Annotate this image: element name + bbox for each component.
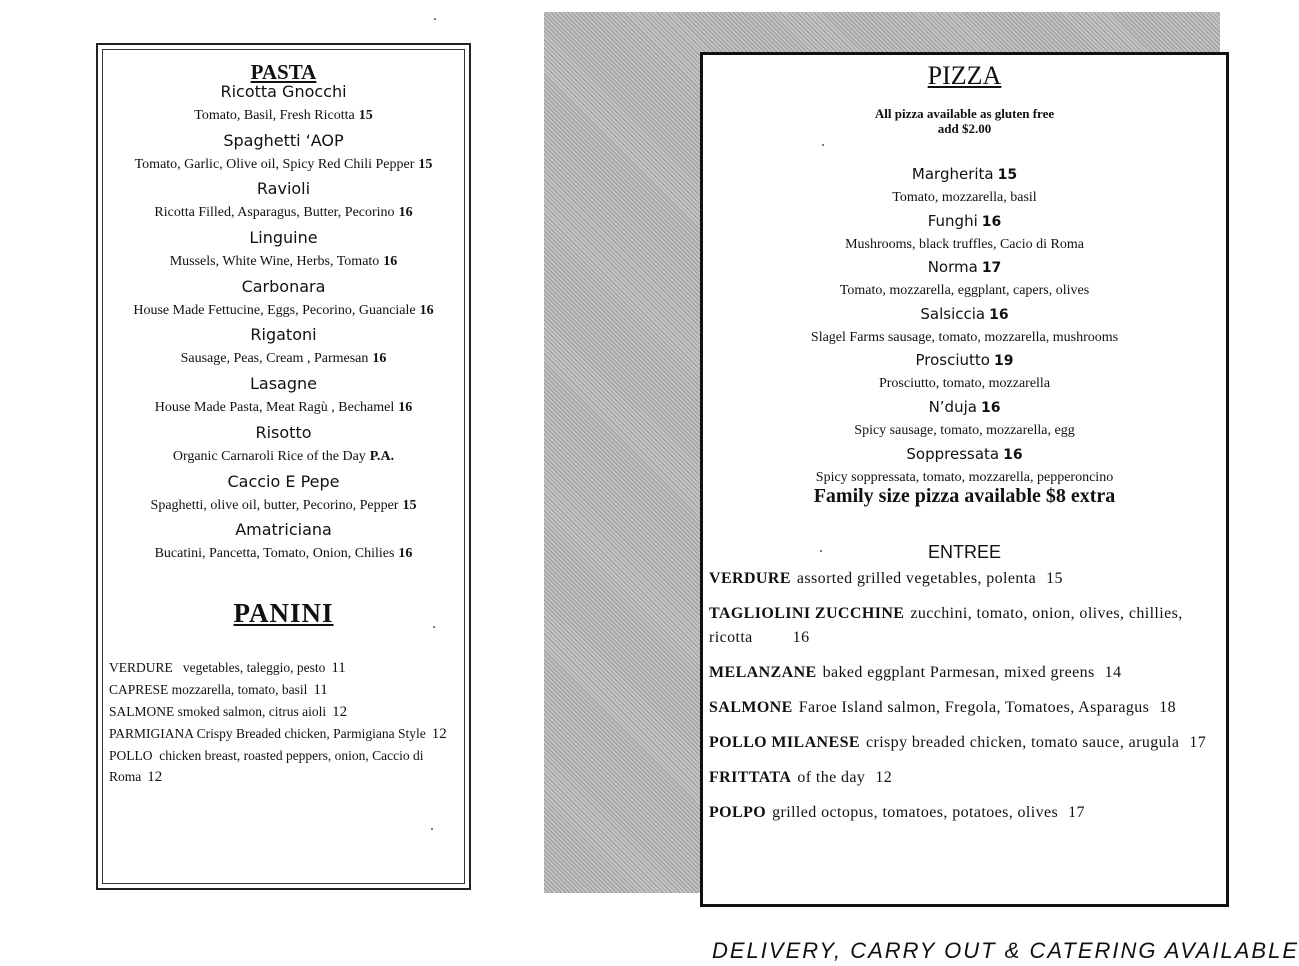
entree-list	[709, 567, 1216, 836]
pasta-item-description: Ricotta Filled, Asparagus, Butter, Pecorino	[154, 205, 395, 221]
entree-item-name: MELANZANE	[709, 664, 817, 681]
scan-speck	[434, 18, 436, 20]
entree-item-desc: baked eggplant Parmesan, mixed greens	[822, 664, 1095, 681]
pizza-item-desc: Slagel Farms sausage, tomato, mozzarella, mushrooms	[810, 329, 1119, 345]
panini-item-price: 11	[313, 682, 328, 698]
pasta-item-name: Caccio E Pepe	[227, 471, 340, 491]
pasta-item	[103, 275, 464, 324]
pasta-item-desc	[103, 396, 464, 420]
entree-item	[709, 602, 1216, 650]
pasta-item-name: Carbonara	[241, 276, 326, 296]
pasta-item-price: P.A.	[369, 448, 395, 464]
gluten-free-note-line-1: All pizza available as gluten free	[874, 106, 1055, 121]
scan-speck	[433, 626, 435, 628]
pizza-item-name: N’duja	[928, 397, 977, 416]
pasta-item-price: 16	[398, 400, 413, 416]
pasta-item-name: Linguine	[249, 228, 318, 248]
pasta-item-name: Lasagne	[250, 374, 317, 394]
scan-speck	[820, 550, 822, 552]
panini-item-name: POLLO	[109, 748, 153, 763]
pasta-item	[103, 226, 464, 275]
pasta-item	[103, 129, 464, 178]
pasta-item-description: Organic Carnaroli Rice of the Day	[172, 448, 366, 464]
pizza-item-title	[703, 302, 1226, 327]
pizza-item-title	[703, 209, 1226, 234]
pizza-item	[703, 255, 1226, 302]
entree-item-name: VERDURE	[709, 570, 791, 587]
pizza-item-price: 16	[989, 306, 1009, 323]
pizza-item-title	[703, 395, 1226, 420]
pizza-item	[703, 302, 1226, 349]
pasta-item-desc	[103, 542, 464, 566]
pizza-item-name: Norma	[927, 258, 978, 277]
panini-item	[109, 745, 456, 788]
panini-item-desc: chicken breast, roasted peppers, onion, Caccio di Roma	[109, 748, 424, 784]
pasta-item-description: House Made Pasta, Meat Ragù , Bechamel	[154, 400, 395, 416]
entree-item-name: SALMONE	[709, 699, 793, 716]
pizza-item-price: 16	[981, 213, 1002, 230]
entree-item	[709, 731, 1216, 755]
entree-item-price: 14	[1104, 664, 1122, 681]
pasta-item-name: Rigatoni	[250, 325, 317, 345]
pizza-item	[703, 209, 1226, 256]
right-menu-panel	[700, 52, 1229, 907]
delivery-footer: DELIVERY, CARRY OUT & CATERING AVAILABLE	[712, 938, 1299, 963]
scan-speck	[822, 144, 824, 146]
pizza-item-desc: Prosciutto, tomato, mozzarella	[878, 376, 1051, 392]
family-size-note: Family size pizza available $8 extra	[813, 485, 1116, 507]
panini-item-desc: smoked salmon, citrus aioli	[177, 704, 327, 719]
panini-item-price: 12	[147, 769, 163, 785]
entree-item-name: FRITTATA	[709, 769, 792, 786]
panini-item-name: PARMIGIANA	[109, 726, 194, 741]
entree-item-desc: assorted grilled vegetables, polenta	[796, 570, 1037, 587]
entree-item-desc: grilled octopus, tomatoes, potatoes, olives	[772, 804, 1059, 821]
pasta-item-desc	[103, 104, 464, 128]
pasta-item-description: Bucatini, Pancetta, Tomato, Onion, Chilies	[154, 546, 395, 562]
pasta-item-price: 15	[418, 156, 433, 172]
pizza-item	[703, 442, 1226, 489]
pasta-item-desc	[103, 299, 464, 323]
left-panel-inner-border	[102, 49, 465, 884]
gluten-free-note-line-2: add $2.00	[937, 121, 992, 136]
entree-item-price: 17	[1189, 734, 1207, 751]
pasta-item-name: Amatriciana	[235, 520, 332, 540]
gluten-free-note	[703, 106, 1226, 136]
pizza-item-desc: Mushrooms, black truffles, Cacio di Roma	[845, 236, 1084, 252]
entree-item	[709, 766, 1216, 790]
pasta-item	[103, 323, 464, 372]
pizza-list	[703, 162, 1226, 488]
pasta-item-price: 15	[358, 108, 373, 123]
entree-item-desc: Faroe Island salmon, Fregola, Tomatoes, Asparagus	[798, 699, 1150, 716]
pasta-item-price: 16	[419, 302, 434, 318]
pizza-item-price: 19	[994, 353, 1014, 370]
panini-item	[109, 723, 456, 745]
entree-item-price: 16	[792, 629, 810, 646]
panini-item-price: 12	[431, 726, 447, 742]
panini-item-name: VERDURE	[109, 660, 173, 675]
entree-item-desc: crispy breaded chicken, tomato sauce, arugula	[865, 734, 1180, 751]
pizza-item-title	[703, 162, 1226, 187]
entree-item-name: POLPO	[709, 804, 767, 821]
pasta-item-desc	[103, 347, 464, 371]
pizza-heading: PIZZA	[927, 61, 1002, 90]
pizza-item-price: 16	[980, 399, 1001, 416]
entree-item-price: 15	[1046, 570, 1063, 587]
pasta-item-description: Mussels, White Wine, Herbs, Tomato	[169, 254, 380, 270]
panini-item-name: CAPRESE	[109, 682, 169, 697]
entree-item-price: 17	[1068, 804, 1085, 821]
pizza-item-title	[703, 255, 1226, 280]
entree-heading: ENTREE	[927, 542, 1001, 562]
pasta-item-description: Tomato, Garlic, Olive oil, Spicy Red Chili Pepper	[134, 156, 415, 172]
entree-item-desc: zucchini, tomato, onion, olives, chillies, ricotta	[709, 605, 1183, 646]
entree-item	[709, 567, 1216, 591]
pasta-item	[103, 372, 464, 421]
pasta-item-name: Risotto	[255, 422, 312, 442]
pasta-item-description: Spaghetti, olive oil, butter, Pecorino, Pepper	[150, 497, 399, 513]
pasta-item-description: House Made Fettucine, Eggs, Pecorino, Guanciale	[133, 302, 416, 318]
pasta-item-price: 16	[398, 546, 413, 562]
entree-item-desc: of the day	[797, 769, 866, 786]
panini-item-price: 12	[332, 704, 348, 720]
pasta-item	[103, 518, 464, 567]
pasta-item	[103, 470, 464, 519]
pasta-heading: PASTA	[250, 60, 317, 84]
panini-list	[109, 657, 456, 788]
pizza-item	[703, 395, 1226, 442]
pasta-item-description: Sausage, Peas, Cream , Parmesan	[180, 351, 369, 367]
panini-item-name: SALMONE	[109, 704, 175, 719]
pizza-item-name: Funghi	[927, 211, 978, 230]
pizza-item-price: 15	[997, 167, 1018, 183]
pizza-item-title	[703, 348, 1226, 373]
pizza-item-desc: Tomato, mozzarella, basil	[892, 190, 1037, 205]
entree-item	[709, 661, 1216, 685]
pasta-item-desc	[103, 201, 464, 225]
entree-item	[709, 696, 1216, 720]
pasta-item-description: Tomato, Basil, Fresh Ricotta	[194, 108, 355, 123]
left-menu-panel	[96, 43, 471, 890]
entree-item-name: TAGLIOLINI ZUCCHINE	[709, 605, 905, 622]
entree-item-name: POLLO MILANESE	[709, 734, 860, 751]
pasta-item-desc	[103, 250, 464, 274]
panini-item-desc: Crispy Breaded chicken, Parmigiana Style	[196, 726, 426, 741]
pizza-item-name: Salsiccia	[920, 304, 986, 323]
panini-heading: PANINI	[233, 598, 334, 628]
pasta-item-price: 16	[372, 351, 387, 367]
entree-item-price: 18	[1159, 699, 1177, 716]
pizza-item-title	[703, 442, 1226, 467]
pasta-item-name: Ravioli	[256, 179, 311, 199]
pasta-list	[103, 80, 464, 567]
panini-item-desc: vegetables, taleggio, pesto	[182, 660, 326, 675]
panini-item	[109, 701, 456, 723]
pizza-item-desc: Tomato, mozzarella, eggplant, capers, olives	[839, 283, 1090, 299]
entree-item-price: 12	[875, 769, 893, 786]
pasta-item-name: Ricotta Gnocchi	[220, 82, 347, 101]
panini-item	[109, 657, 456, 679]
panini-item	[109, 679, 456, 701]
pizza-item-name: Margherita	[911, 165, 994, 183]
pizza-item-name: Soppressata	[906, 444, 1000, 463]
entree-item	[709, 801, 1216, 825]
pizza-item	[703, 348, 1226, 395]
pizza-item-name: Prosciutto	[915, 351, 990, 370]
pasta-item	[103, 80, 464, 129]
pasta-item-price: 15	[402, 497, 417, 513]
pasta-item	[103, 177, 464, 226]
pasta-item-price: 16	[383, 254, 398, 270]
pizza-item-desc: Spicy soppressata, tomato, mozzarella, pepperoncino	[815, 469, 1114, 485]
pizza-item-price: 16	[1003, 446, 1023, 463]
pizza-item-desc: Spicy sausage, tomato, mozzarella, egg	[854, 422, 1075, 438]
panini-item-desc: mozzarella, tomato, basil	[171, 682, 308, 697]
pasta-item	[103, 421, 464, 470]
pasta-item-desc	[103, 153, 464, 177]
pasta-item-name: Spaghetti ‘AOP	[223, 130, 344, 150]
pasta-item-desc	[103, 494, 464, 518]
pasta-item-desc	[103, 445, 464, 469]
scan-speck	[431, 828, 433, 830]
pizza-item	[703, 162, 1226, 209]
panini-item-price: 11	[331, 660, 346, 676]
pizza-item-price: 17	[981, 260, 1002, 277]
pasta-item-price: 16	[398, 205, 413, 221]
